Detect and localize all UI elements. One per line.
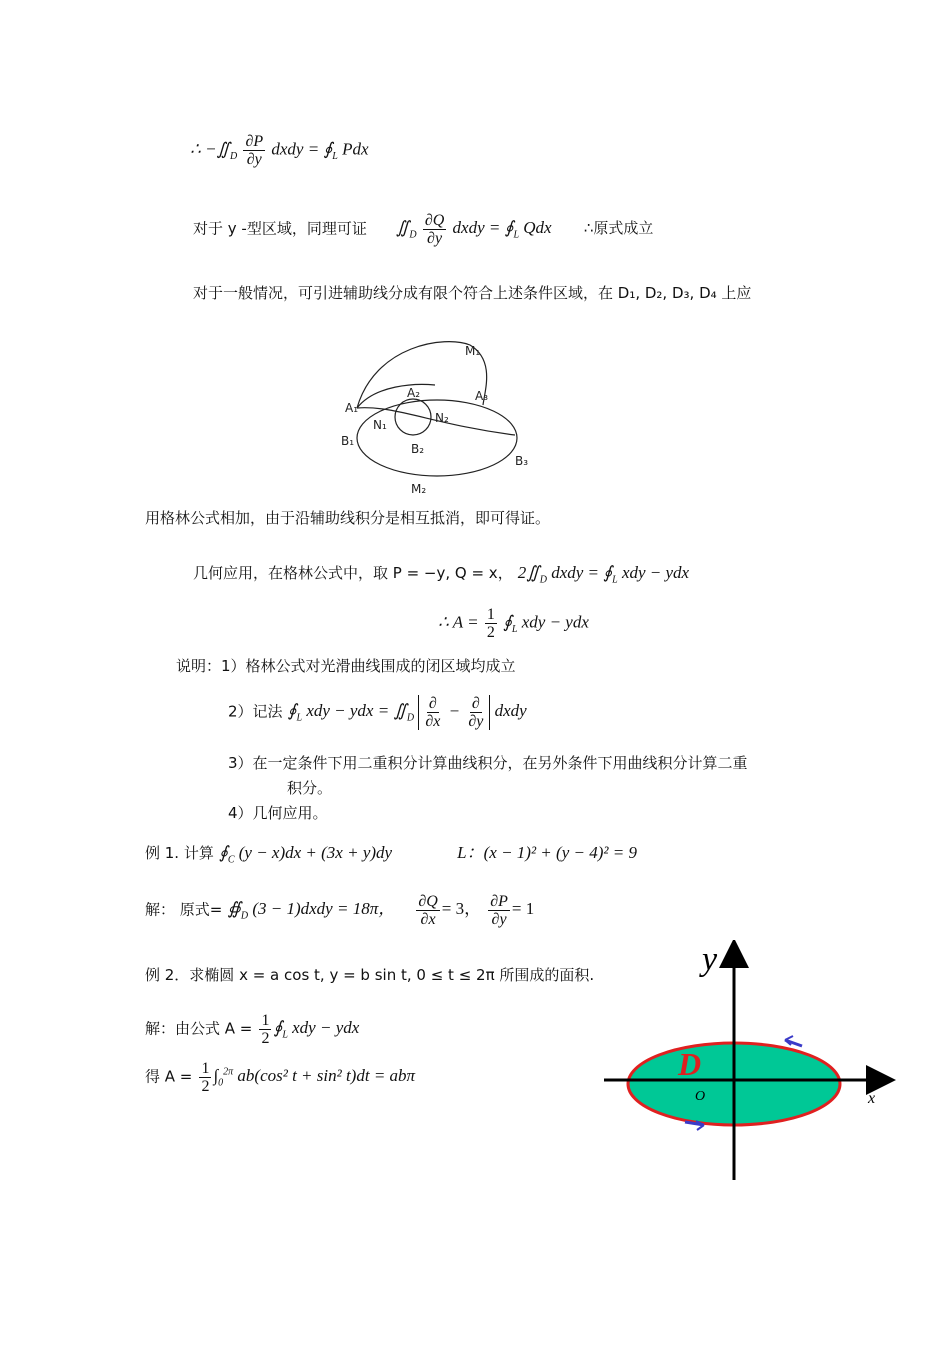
note-2 — [228, 695, 527, 730]
l6-fraction — [485, 606, 497, 641]
note-3-line1: 3）在一定条件下用二重积分计算曲线积分，在另外条件下用曲线积分计算二重 — [228, 754, 748, 772]
sol1-integral: $∯_D$ (3 − 1)dxdy = 18π， — [227, 899, 396, 922]
geometry-application-line — [193, 562, 689, 585]
note2-end: dxdy — [494, 701, 527, 721]
l1-tail: dxdy = ∮ — [271, 139, 333, 159]
note-4: 4）几何应用。 — [228, 804, 328, 822]
sol2-label: 解：由公式 A = — [145, 1019, 253, 1038]
solution-1 — [145, 893, 534, 928]
sol1-q-val: = 3， — [441, 899, 482, 919]
ellipse-figure — [600, 940, 900, 1180]
inner-hole-circle — [395, 399, 431, 435]
l2-den: ∂y — [427, 230, 443, 247]
l1-num: ∂P — [245, 133, 264, 150]
solution-2-formula — [145, 1012, 359, 1047]
formula-line-2 — [193, 212, 653, 247]
sol1-dq — [414, 893, 482, 928]
sol1-p-val: = 1 — [511, 899, 535, 919]
label-a3: A₃ — [475, 389, 489, 403]
note2-num2: ∂ — [471, 695, 480, 712]
y-axis-label: y — [702, 941, 718, 978]
note2-math: $∮_L$ xdy − ydx = $∬_D$ $\frac{\partial}{\partial x}$ − $\frac{\partial}{\partial y}$ dxdy — [287, 695, 527, 730]
note2-frac2 — [466, 695, 485, 730]
sol2b-value: ab(cos² t + sin² t)dt = abπ — [237, 1066, 416, 1086]
label-n1: N₁ — [373, 418, 387, 432]
l2-math: $∬_D$ $\frac{\partial Q}{\partial y}$ dxdy = $∮_L$ Qdx — [395, 212, 552, 247]
sol1-p-frac — [488, 893, 510, 928]
l6-end: xdy − ydx — [521, 612, 589, 632]
l5-lead: 2∬ — [517, 563, 540, 582]
l5-text: 几何应用，在格林公式中，取 P = −y, Q = x， — [193, 564, 513, 582]
label-a1: A₁ — [345, 401, 359, 415]
l2-text: 对于 y -型区域，同理可证 — [193, 219, 367, 238]
sol1-math: (3 − 1)dxdy = 18π， — [252, 899, 396, 919]
label-m1: M₁ — [465, 344, 481, 358]
inner-upper-curve — [357, 384, 435, 408]
sol1-p-den: ∂y — [491, 911, 507, 928]
ex1-math: (y − x)dx + (3x + y)dy — [238, 843, 393, 862]
l1-fraction — [243, 133, 265, 168]
solution-2-result — [145, 1060, 415, 1095]
sol2b-math: $\frac{1}{2}$ $\int_0^{2\pi}$ ab(cos² t + sin² t)dt = abπ — [201, 1060, 416, 1095]
note2-label: 2）记法 — [228, 702, 283, 721]
l2-num: ∂Q — [424, 212, 445, 229]
x-axis-label: x — [868, 1090, 876, 1107]
label-b1: B₁ — [341, 434, 355, 448]
sol1-label: 解： 原式= — [145, 900, 223, 919]
note2-frac1 — [423, 695, 442, 730]
label-b3: B₃ — [515, 454, 529, 468]
l6-den: 2 — [486, 624, 495, 641]
formula-line-1 — [190, 133, 369, 168]
origin-label: O — [695, 1089, 706, 1104]
label-m2: M₂ — [411, 482, 427, 496]
l1-end: Pdx — [342, 139, 369, 159]
example-2: 例 2．求椭圆 x = a cos t, y = b sin t, 0 ≤ t ≤ 2π 所围成的面积. — [145, 966, 595, 984]
l1-sub2: L — [332, 150, 338, 162]
sol1-p-num: ∂P — [490, 893, 508, 910]
sol2b-label: 得 A = — [145, 1067, 193, 1086]
l6-num: 1 — [486, 606, 495, 623]
note-title: 说明：1）格林公式对光滑曲线围成的闭区域均成立 — [176, 657, 516, 675]
sol2b-frac: $\frac{1}{2}$ — [201, 1060, 210, 1095]
region-label-d: D — [678, 1046, 702, 1082]
l1-lead: ∴ −∬ — [190, 139, 230, 159]
note2-determinant: $\frac{\partial}{\partial x}$ − $\frac{\partial}{\partial y}$ — [418, 695, 490, 730]
sol2-frac: $\frac{1}{2}$ — [261, 1012, 270, 1047]
sol2-tail: xdy − ydx — [292, 1018, 360, 1038]
label-a2: A₂ — [407, 386, 421, 400]
sol1-dp — [486, 893, 535, 928]
ex1-label: 例 1. 计算 — [145, 844, 214, 862]
area-formula: ∴ A = $\frac{1}{2}$ $∮_L$ xdy − ydx — [438, 606, 589, 641]
l1-den: ∂y — [246, 151, 262, 168]
example-1 — [145, 838, 637, 865]
sol2-math: $\frac{1}{2}$ $∮_L$ xdy − ydx — [261, 1012, 360, 1047]
sol1-q-den: ∂x — [420, 911, 436, 928]
label-b2: B₂ — [411, 442, 425, 456]
note2-num1: ∂ — [428, 695, 437, 712]
paragraph-conclusion: 用格林公式相加，由于沿辅助线积分是相互抵消，即可得证。 — [145, 509, 551, 527]
ex1-integral: $∮_C$ (y − x)dx + (3x + y)dy — [218, 843, 393, 866]
region-sketch-figure — [335, 325, 535, 505]
l6-lhs: ∴ A = — [438, 612, 479, 632]
paragraph-general-case: 对于一般情况，可引进辅助线分成有限个符合上述条件区域，在 D₁, D₂, D₃, D₄ 上应 — [193, 284, 752, 302]
l2-fraction — [423, 212, 446, 247]
note2-den2: ∂y — [468, 713, 484, 730]
ex1-curve: L：(x − 1)² + (y − 4)² = 9 — [457, 843, 637, 862]
label-n2: N₂ — [435, 411, 449, 425]
l5-math: $2∬_D$ dxdy = $∮_L$ xdy − ydx — [517, 563, 690, 586]
sol1-q-num: ∂Q — [418, 893, 438, 910]
note2-den1: ∂x — [425, 713, 441, 730]
sol1-q-frac — [416, 893, 439, 928]
l6-tail: ∮ — [503, 612, 512, 632]
l2-tail: dxdy = ∮ — [452, 218, 514, 238]
note2-lead: xdy − ydx = ∬ — [306, 701, 407, 721]
l5-end: xdy − ydx — [621, 563, 690, 582]
note-3-line2: 积分。 — [287, 779, 333, 797]
l1-sub: D — [229, 150, 238, 162]
l5-tail: dxdy = ∮ — [551, 563, 613, 582]
l2-conclusion: ∴原式成立 — [583, 219, 654, 238]
l2-end: Qdx — [523, 218, 552, 238]
